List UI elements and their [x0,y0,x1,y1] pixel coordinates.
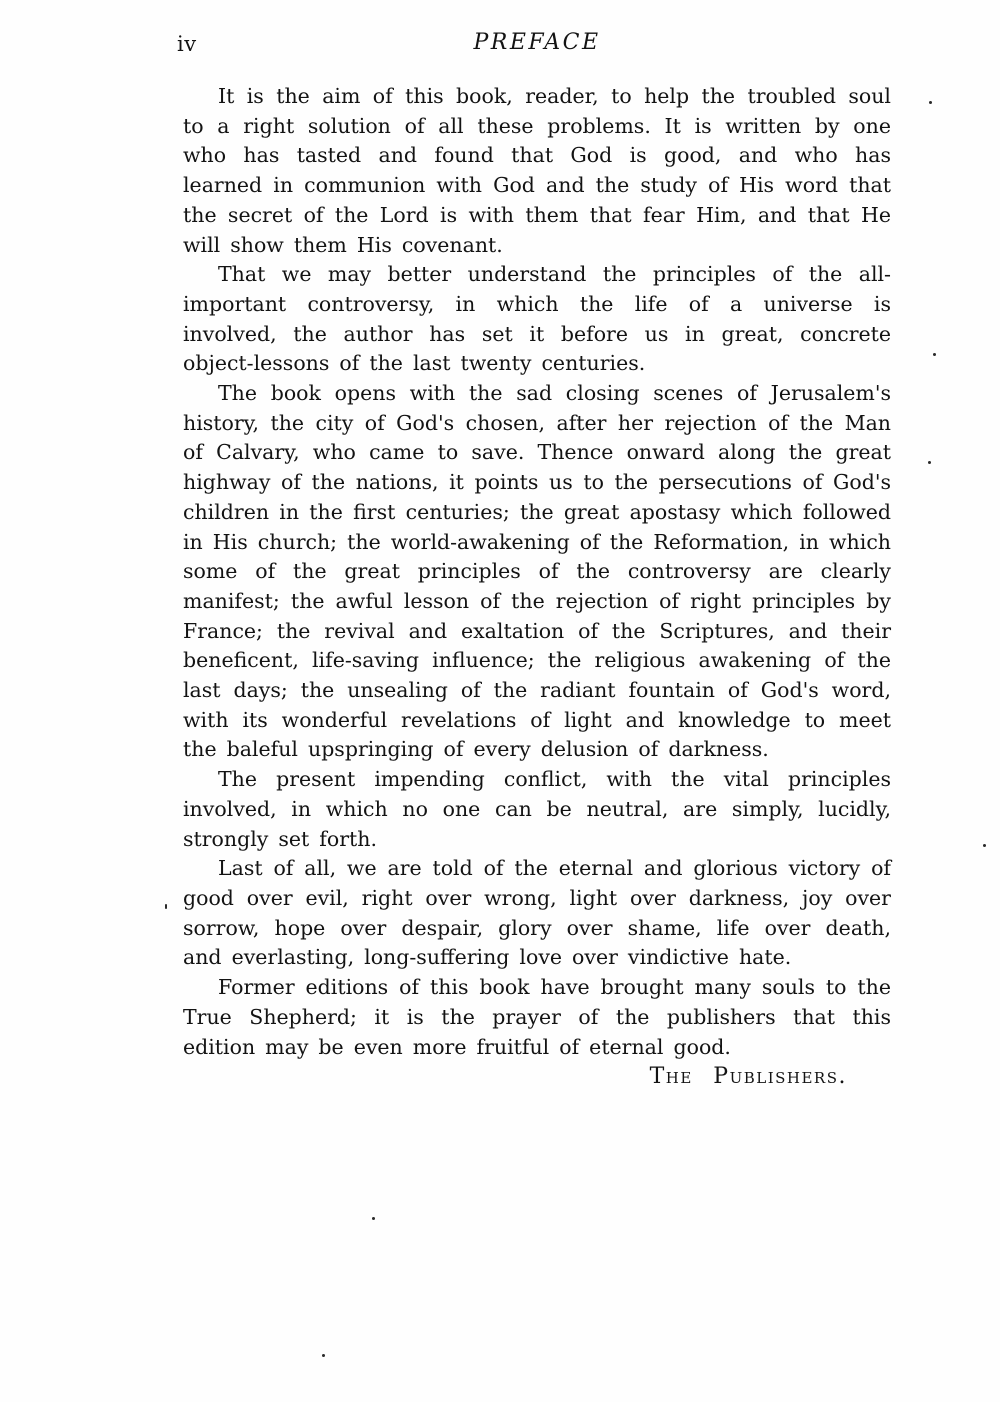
page-number: iv [177,32,197,56]
paragraph-2: That we may better understand the principles of the all-important controversy, in which the life of a universe is involved, the author has set it before us in great, concrete object-lessons of the last twenty centuries. [183,262,891,376]
running-head [177,30,891,58]
paragraph-5: Last of all, we are told of the eternal and glorious victory of good over evil, right over wrong, light over darkness, joy over sorrow, hope over despair, glory over shame, life over death, and everlasting, long-suffering love over vindictive hate. [183,856,891,970]
scan-speck [983,844,986,847]
paragraph-1: It is the aim of this book, reader, to help the troubled soul to a right solution of all these problems. It is written by one who has tasted and found that God is good, and who has learned in communion with God and the study of His word that the secret of the Lord is with them that fear Him, and that He will show them His covenant. [183,84,891,257]
preface-text-block [183,82,891,1092]
scan-speck [165,904,167,909]
paragraph-4: The present impending conflict, with the vital principles involved, in which no one can be neutral, are simply, lucidly, strongly set forth. [183,767,891,851]
paragraph-6: Former editions of this book have brought many souls to the True Shepherd; it is the prayer of the publishers that this edition may be even more fruitful of eternal good. [183,975,891,1059]
scan-speck [933,353,936,356]
running-title: PREFACE [473,30,601,55]
scan-speck [929,101,932,104]
scan-speck [928,461,931,464]
paragraph-3: The book opens with the sad closing scenes of Jerusalem's history, the city of God's chosen, after her rejection of the Man of Calvary, who came to save. Thence onward along the great highway of the nations, it points us to the persecutions of God's children in the first centuries; the great apostasy which followed in His church; the world-awakening of the Reformation, in which some of the great principles of the controversy are clearly manifest; the awful lesson of the rejection of right principles by France; the revival and exaltation of the Scriptures, and their beneficent, life-saving influence; the religious awakening of the last days; the unsealing of the radiant fountain of God's word, with its wonderful revelations of light and knowledge to meet the baleful upspringing of every delusion of darkness. [183,381,891,762]
scan-speck [372,1217,375,1220]
scan-speck [322,1354,325,1357]
publisher-signature: The Publishers. [649,1064,847,1090]
